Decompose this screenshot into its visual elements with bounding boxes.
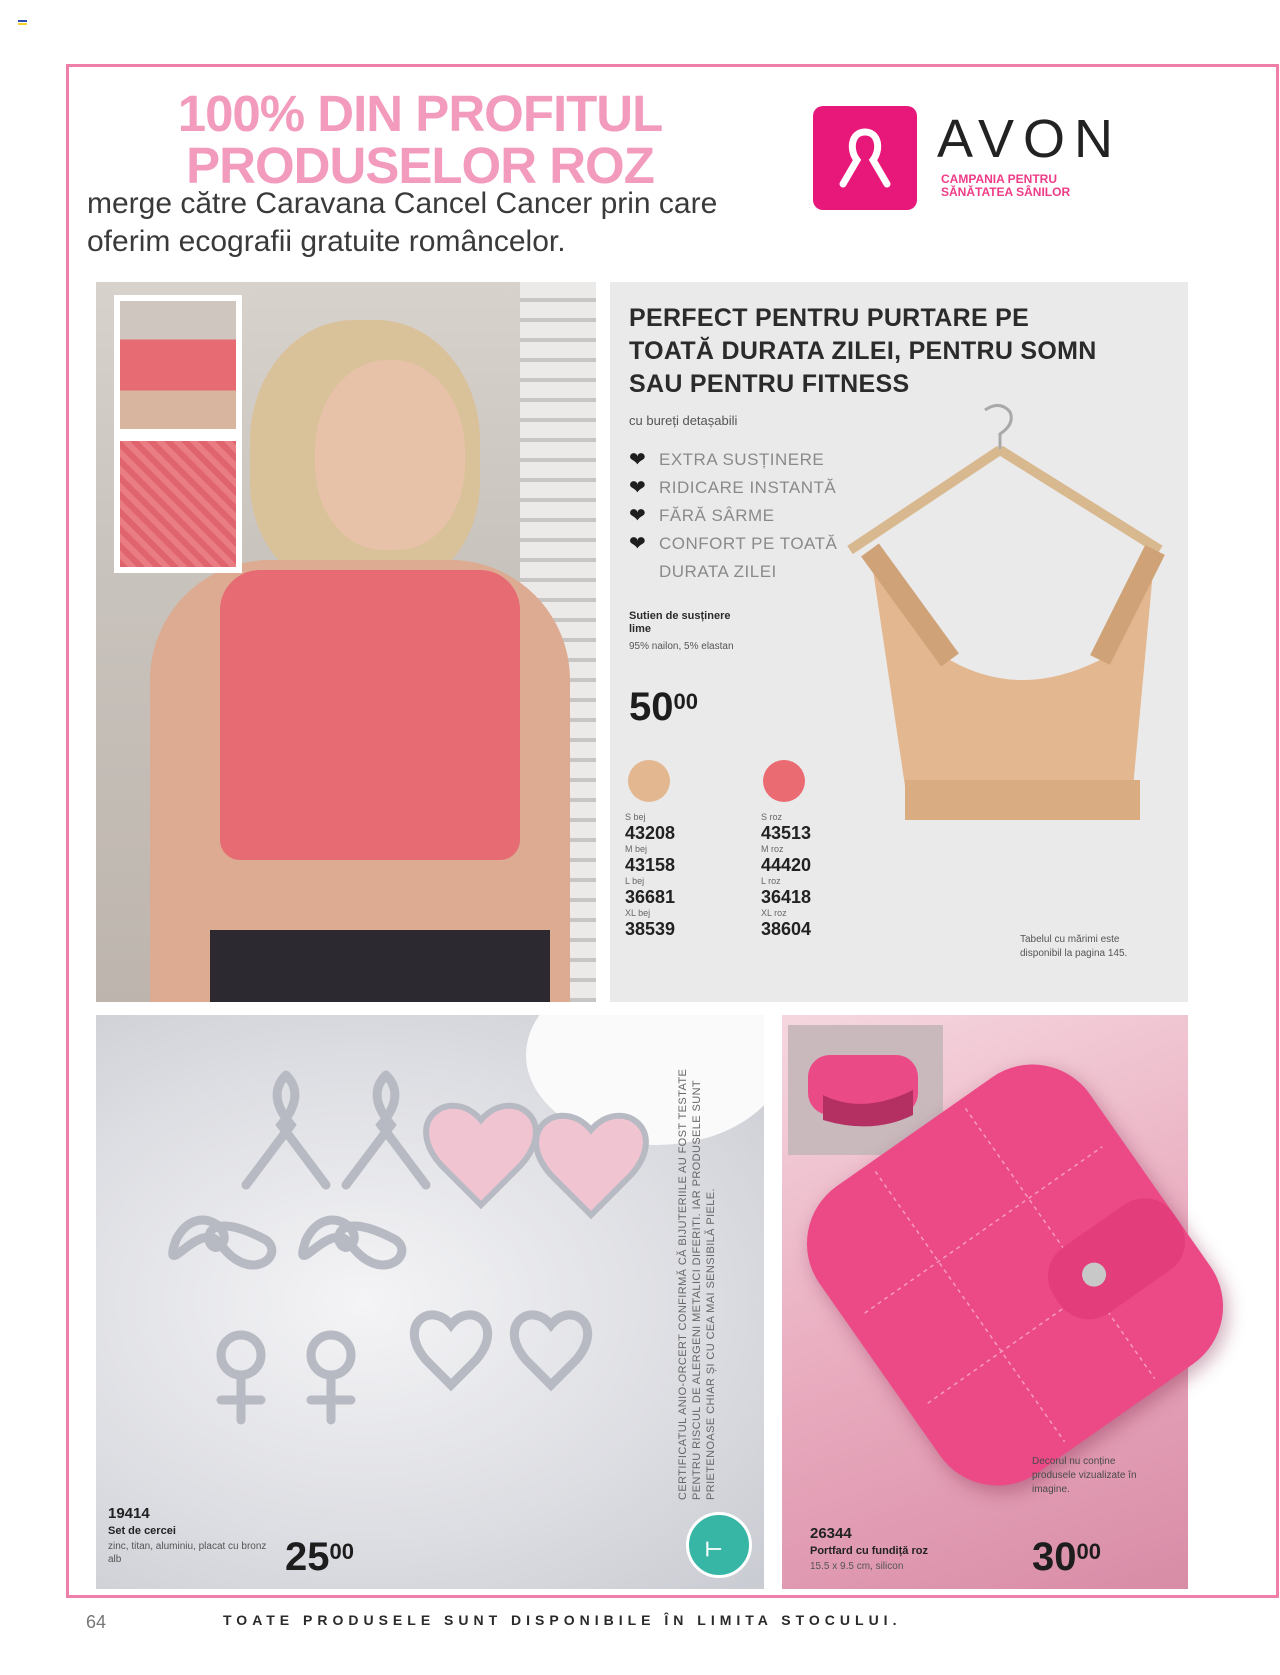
thumbnail-lace-detail[interactable]	[114, 435, 242, 573]
wallet-price: 3000	[1032, 1535, 1101, 1579]
certificate-badge-icon: ⊢	[686, 1512, 752, 1578]
wallet-decor-note: Decorul nu conține produsele vizualizate în imagine.	[1032, 1456, 1137, 1495]
certificate-note: CERTIFICATUL ANIO-ORCERT CONFIRMĂ CĂ BIJUTERIILE AU FOST TESTATE PENTRU RISCUL DE ALERGENI METALICI DIFERITI. IAR PRODUSELE SUNT PRIETENOASE CHIAR ȘI CU CEA MAI SENSIBILĂ PIELE.	[677, 1068, 717, 1500]
brand-logo: AVON	[937, 109, 1123, 169]
wallet-name: Portfard cu fundiță roz	[810, 1545, 928, 1557]
beige-size-codes: S bej 43208 M bej 43158 L bej 36681 XL bej 38539	[625, 812, 676, 939]
earrings-name: Set de cercei	[108, 1525, 176, 1537]
pink-bra-worn	[220, 570, 520, 860]
pink-size-codes: S roz 43513 M roz 44420 L roz 36418 XL roz 38604	[761, 812, 812, 939]
earrings-photo	[96, 1015, 764, 1589]
thumbnail-back-view[interactable]	[114, 295, 242, 435]
heart-icon: ❤	[629, 477, 647, 499]
swatch-beige[interactable]	[628, 760, 670, 802]
heart-icon: ❤	[629, 449, 647, 471]
flag-icon	[18, 20, 27, 27]
earrings-price: 2500	[285, 1535, 354, 1579]
footer-disclaimer: TOATE PRODUSELE SUNT DISPONIBILE ÎN LIMITA STOCULUI.	[223, 1612, 902, 1628]
earrings-illustration	[96, 1015, 764, 1589]
feature-item: ❤ FĂRĂ SÂRME	[629, 502, 869, 530]
headline: 100% DIN PROFITUL PRODUSELOR ROZ	[177, 85, 663, 194]
heart-icon: ❤	[629, 505, 647, 527]
ribbon-logo-icon	[813, 106, 917, 210]
bra-detachable-note: cu bureți detașabili	[629, 413, 738, 428]
bra-material: 95% nailon, 5% elastan	[629, 641, 734, 652]
model-pants	[210, 930, 550, 1002]
feature-item: ❤ EXTRA SUSȚINERE	[629, 446, 869, 474]
earrings-code: 19414	[108, 1505, 150, 1522]
bra-price: 5000	[629, 685, 698, 729]
wallet-material: 15.5 x 9.5 cm, silicon	[810, 1561, 904, 1572]
bra-title: PERFECT PENTRU PURTARE PE TOATĂ DURATA ZILEI, PENTRU SOMN SAU PENTRU FITNESS	[629, 304, 1097, 398]
feature-item: ❤ RIDICARE INSTANTĂ	[629, 474, 869, 502]
bra-product-name: Sutien de susținere lime	[629, 610, 731, 635]
beige-bra-on-hanger	[830, 400, 1200, 840]
feature-item: ❤ CONFORT PE TOATĂ DURATA ZILEI	[629, 530, 869, 586]
model-face	[315, 360, 465, 550]
heart-icon: ❤	[629, 533, 647, 555]
bra-features	[629, 446, 869, 586]
earrings-material: zinc, titan, aluminiu, placat cu bronz alb	[108, 1541, 267, 1565]
size-chart-note: Tabelul cu mărimi este disponibil la pagina 145.	[1020, 934, 1128, 959]
headline-subtext: merge către Caravana Cancel Cancer prin care oferim ecografii gratuite româncelor.	[87, 187, 718, 258]
wallet-code: 26344	[810, 1525, 852, 1542]
campaign-label: CAMPANIA PENTRU SĂNĂTATEA SÂNILOR	[941, 172, 1071, 199]
swatch-pink[interactable]	[763, 760, 805, 802]
page-number: 64	[86, 1612, 107, 1632]
